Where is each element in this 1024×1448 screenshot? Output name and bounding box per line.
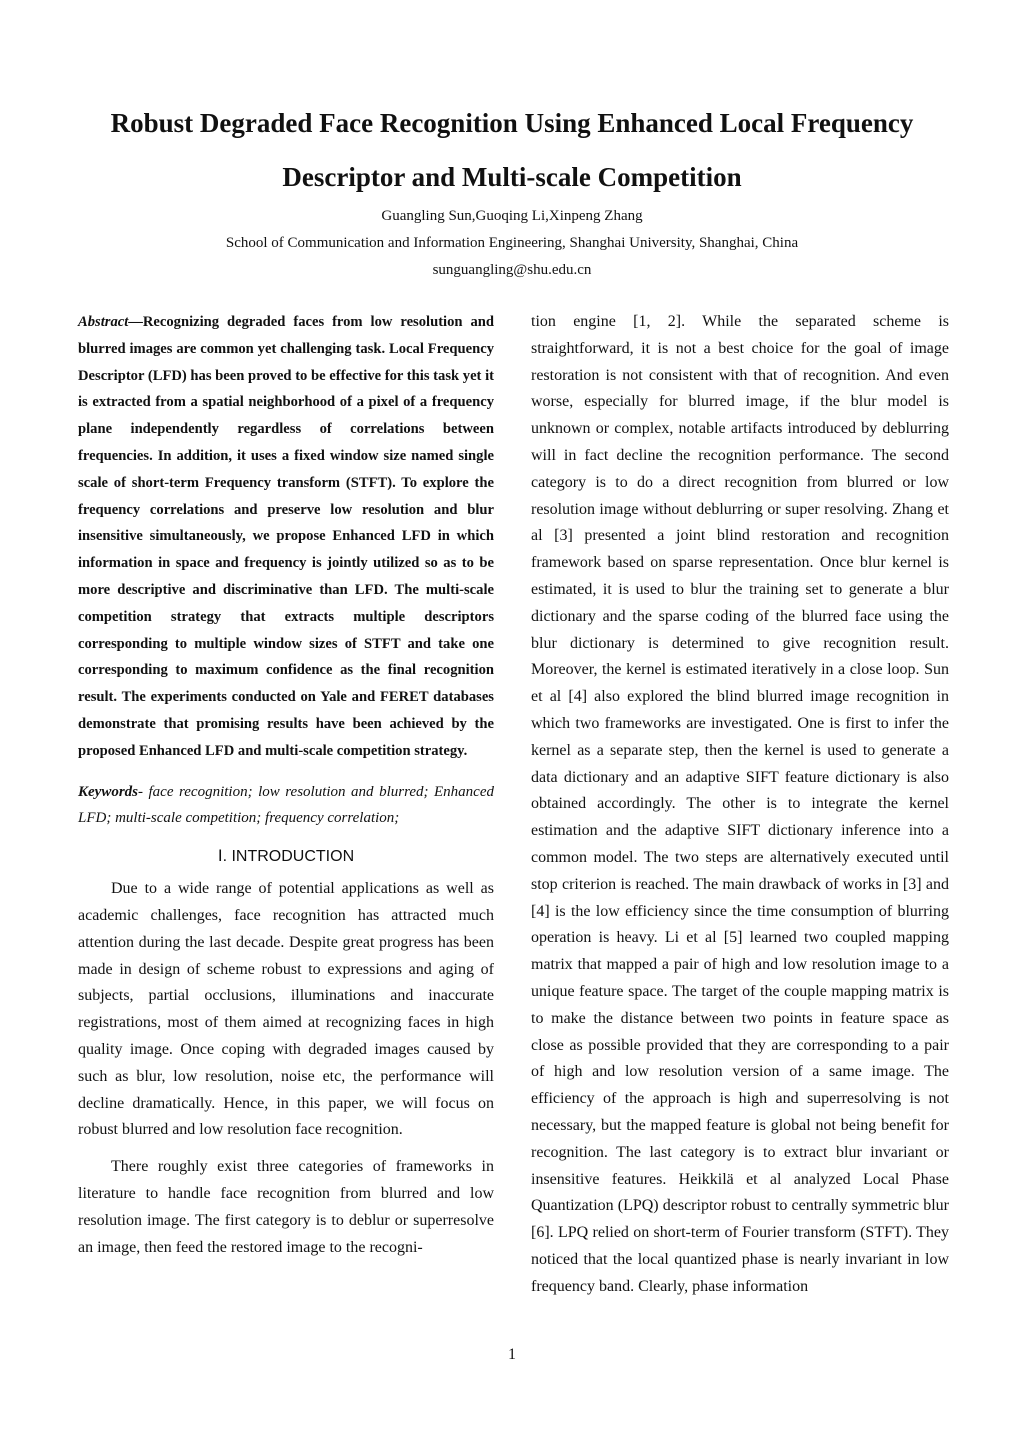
abstract-label: Abstract [78, 314, 129, 330]
title-line-1: Robust Degraded Face Recognition Using Enhanced Local Frequency [110, 108, 914, 138]
intro-paragraph-3: tion engine [1, 2]. While the separated scheme is straightforward, it is not a best choice for the goal of image restoration is not consistent with that of recognition. And even worse, especially for blurred image, if the blur model is unknown or complex, notable artifacts introduced by deblurring will in fact decline the recognition performance. The second category is to do a direct recognition from blurred or low resolution image without deblurring or super resolving. Zhang et al [3] presented a joint blind restoration and recognition framework based on sparse representation. Once blur kernel is estimated, it is used to blur the training set to generate a blur dictionary and the sparse coding of the blurred face using the blur dictionary is determined to give recognition result. Moreover, the kernel is estimated iteratively in a close loop. Sun et al [4] also explored the blind blurred image recognition in which two frameworks are investigated. One is first to infer the kernel as a separate step, then the kernel is used to generate a data dictionary and an adaptive SIFT feature dictionary is also obtained accordingly. The other is to integrate the kernel estimation and the adaptive SIFT dictionary inference into a common model. The two steps are alternatively executed until stop criterion is reached. The main drawback of works in [3] and [4] is the low efficiency since the time consumption of blurring operation is heavy. Li et al [5] learned two coupled mapping matrix that mapped a pair of high and low resolution image to a unique feature space. The target of the couple mapping matrix is to make the distance between two points in feature space as close as possible provided that they are corresponding to a pair of high and low resolution version of a same image. The efficiency of the approach is high and superresolving is not necessary, but the mapped feature is global not being benefit for recognition. The last category is to extract blur invariant or insensitive features. Heikkilä et al analyzed Local Phase Quantization (LPQ) descriptor robust to centrally symmetric blur [6]. LPQ relied on short-term of Fourier transform (STFT). They noticed that the local quantized phase is nearly invariant in low frequency band. Clearly, phase information [531, 313, 949, 1295]
title-line-2: Descriptor and Multi-scale Competition [282, 162, 742, 192]
author-affiliation: School of Communication and Information Engineering, Shanghai University, Shanghai, China [225, 235, 799, 251]
author-names: Guangling Sun,Guoqing Li,Xinpeng Zhang [381, 208, 643, 224]
abstract-text: —Recognizing degraded faces from low resolution and blurred images are common yet challenging task. Local Frequency Descriptor (LFD) has been proved to be effective for this task yet it is extracted from a spatial neighborhood of a pixel of a frequency plane independently regardless of correlations between frequencies. In addition, it uses a fixed window size named single scale of short-term Frequency transform (STFT). To explore the frequency correlations and preserve low resolution and blur insensitive simultaneously, we propose Enhanced LFD in which information in space and frequency is jointly utilized so as to be more descriptive and discriminative than LFD. The multi-scale competition strategy that extracts multiple descriptors corresponding to multiple window sizes of STFT and take one corresponding to maximum confidence as the final recognition result. The experiments conducted on Yale and FERET databases demonstrate that promising results have been achieved by the proposed Enhanced LFD and multi-scale competition strategy. [78, 314, 494, 759]
keywords-label: Keywords [78, 783, 138, 800]
intro-paragraph-1: Due to a wide range of potential applications as well as academic challenges, face recognition has attracted much attention during the last decade. Despite great progress has been made in design of scheme robust to expressions and aging of subjects, partial occlusions, illuminations and inaccurate registrations, most of them aimed at recognizing faces in high quality image. Once coping with degraded images caused by such as blur, low resolution, noise etc, the performance will decline dramatically. Hence, in this paper, we will focus on robust blurred and low resolution face recognition. [78, 880, 494, 1139]
page-number: 1 [508, 1346, 516, 1363]
author-block [0, 203, 1024, 284]
keywords-text: - face recognition; low resolution and blurred; Enhanced LFD; multi-scale competition; frequency correlation; [78, 783, 494, 827]
paper-title [40, 96, 984, 204]
right-column [531, 309, 949, 1300]
author-email: sunguangling@shu.edu.cn [432, 262, 592, 278]
intro-paragraph-2: There roughly exist three categories of frameworks in literature to handle face recognition from blurred and low resolution image. The first category is to deblur or superresolve an image, then feed the restored image to the recogni- [78, 1158, 494, 1256]
abstract [78, 309, 494, 765]
keywords [78, 779, 494, 833]
section-heading-introduction: Ⅰ. INTRODUCTION [217, 848, 355, 866]
left-column [78, 309, 494, 1261]
